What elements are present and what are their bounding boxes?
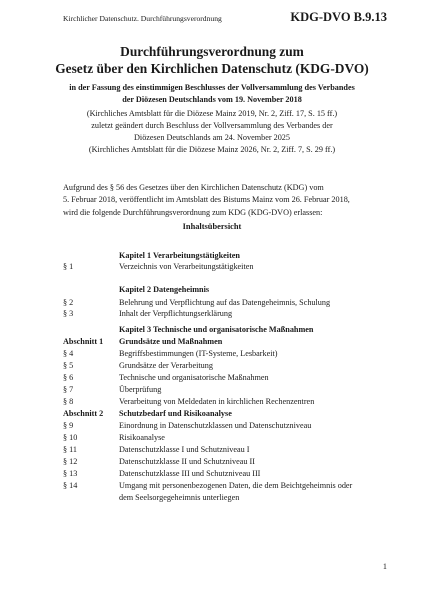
subtitle-line4: zuletzt geändert durch Beschluss der Vollversammlung des Verbandes der: [91, 121, 333, 130]
toc-section-title: Inhalt der Verpflichtungserklärung: [119, 309, 233, 318]
intro-line1: Aufgrund des § 56 des Gesetzes über den Kirchlichen Datenschutz (KDG) vom: [63, 183, 324, 192]
toc-section-num: § 4: [63, 349, 74, 358]
toc-section-num: § 7: [63, 385, 74, 394]
subtitle-line6: (Kirchliches Amtsblatt für die Diözese Mainz 2026, Nr. 2, Ziff. 7, S. 29 ff.): [88, 145, 336, 154]
toc-part-title: Schutzbedarf und Risikoanalyse: [119, 409, 232, 418]
toc-section-title: Umgang mit personenbezogenen Daten, die dem Beichtgeheimnis oder: [119, 481, 353, 490]
toc-section-title: Belehrung und Verpflichtung auf das Datengeheimnis, Schulung: [119, 298, 331, 307]
running-header-code: KDG-DVO B.9.13: [290, 10, 387, 24]
toc-section-title: Begriffsbestimmungen (IT-Systeme, Lesbarkeit): [119, 349, 278, 358]
toc-section-title: Einordnung in Datenschutzklassen und Datenschutzniveau: [119, 421, 312, 430]
toc-part-num: Abschnitt 2: [63, 409, 104, 418]
toc-section-title: Datenschutzklasse III und Schutzniveau III: [119, 469, 261, 478]
running-header-title: Kirchlicher Datenschutz. Durchführungsverordnung: [63, 14, 222, 23]
toc-section-num: § 6: [63, 373, 74, 382]
toc-section-title: Datenschutzklasse I und Schutzniveau I: [119, 445, 250, 454]
toc-section-num: § 14: [63, 481, 78, 490]
toc-section-num: § 12: [63, 457, 78, 466]
toc-section-title: Überprüfung: [119, 385, 162, 394]
toc-heading: Inhaltsübersicht: [182, 222, 242, 231]
subtitle-line1: in der Fassung des einstimmigen Beschlusses der Vollversammlung des Verbandes: [69, 83, 355, 92]
toc-section-num: § 5: [63, 361, 74, 370]
toc-section-num: § 10: [63, 433, 78, 442]
document-title-line2: Gesetz über den Kirchlichen Datenschutz (KDG-DVO): [55, 61, 369, 76]
toc-part-num: Abschnitt 1: [63, 337, 104, 346]
toc-section-num: § 8: [63, 397, 74, 406]
intro-line3: wird die folgende Durchführungsverordnung zum KDG (KDG-DVO) erlassen:: [63, 207, 323, 217]
toc-section-num: § 9: [63, 421, 74, 430]
toc-section-num: § 3: [63, 309, 74, 318]
subtitle-line5: Diözesen Deutschlands am 24. November 2025: [134, 133, 290, 142]
toc-section-title: Verarbeitung von Meldedaten in kirchlichen Rechenzentren: [119, 397, 315, 406]
toc-section-num: § 2: [63, 298, 74, 307]
subtitle-line3: (Kirchliches Amtsblatt für die Diözese Mainz 2019, Nr. 2, Ziff. 17, S. 15 ff.): [86, 109, 338, 118]
intro-line2: 5. Februar 2018, veröffentlicht im Amtsblatt des Bistums Mainz vom 26. Februar 2018,: [63, 195, 350, 205]
toc-section-num: § 11: [63, 445, 78, 454]
toc-part-title: Grundsätze und Maßnahmen: [119, 337, 223, 346]
subtitle-line2: der Diözesen Deutschlands vom 19. November 2018: [122, 95, 302, 104]
document-title-line1: Durchführungsverordnung zum: [120, 44, 304, 59]
toc-section-title-cont: dem Seelsorgegeheimnis unterliegen: [119, 493, 240, 502]
toc-chapter-1: Kapitel 1 Verarbeitungstätigkeiten: [119, 251, 240, 260]
toc-chapter-2: Kapitel 2 Datengeheimnis: [119, 285, 210, 294]
toc-section-num: § 1: [63, 262, 74, 271]
toc-section-num: § 13: [63, 469, 78, 478]
toc-section-title: Risikoanalyse: [119, 433, 165, 442]
toc-chapter-3: Kapitel 3 Technische und organisatorische Maßnahmen: [119, 325, 314, 334]
toc-section-title: Verzeichnis von Verarbeitungstätigkeiten: [119, 262, 254, 271]
page-number: 1: [382, 562, 387, 571]
toc-section-title: Technische und organisatorische Maßnahmen: [119, 373, 269, 382]
intro-paragraph: [63, 182, 388, 219]
toc-section-title: Grundsätze der Verarbeitung: [119, 361, 213, 370]
toc-section-title: Datenschutzklasse II und Schutzniveau II: [119, 457, 255, 466]
